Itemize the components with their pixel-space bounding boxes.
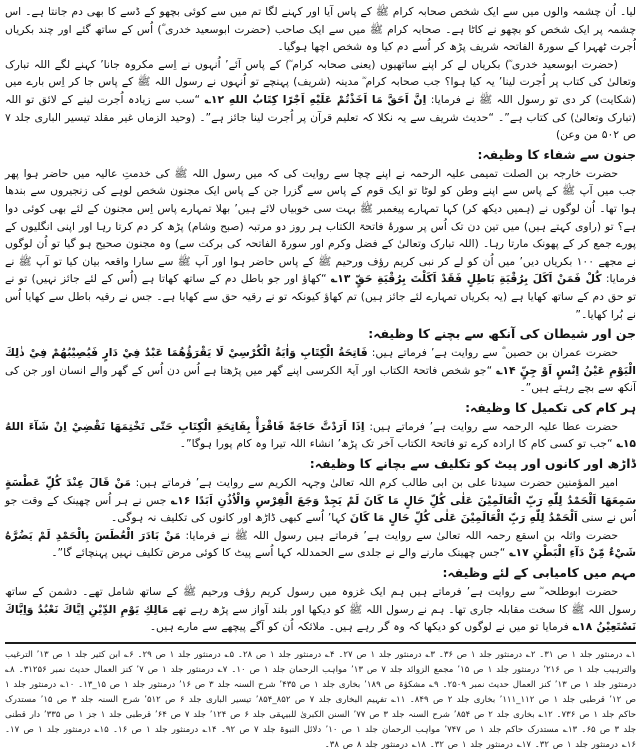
paragraph-hazrat-ata [5,418,636,453]
paragraph-ujrat-hadith [5,56,636,144]
urdu-text: حضرت عطا علیہ الرحمہ سے روایت ہے’ فرماتے ہیں: [364,419,619,433]
urdu-text: فرمایا تو میں نے لوگوں کو دیکھا کہ وہ گر رہے ہیں۔ ملائکہ اُن کو آگے پیچھے سے مارے ہیں۔ [149,620,573,634]
section-heading-completion-of-tasks: ہر کام کی تکمیل کا وظیفہ: [465,399,636,415]
arabic-quote: فَاتِحَةُ الْكِتَابِ وَاٰيَةُ الْكُرْسِيْ لَا يَقْرَؤُهُمَا عَبْدٌ فِيْ دَارٍ فَيُصِيْبُهُمْ فِيْ ذٰلِكَ الْيَوْمِ عَيْنُ اِنْسٍ اَوْ جِنٍّ ۱۴؎ [5,346,636,377]
urdu-text: کہا’ اُسے کبھی ڈاڑھ اور کانوں کی تکلیف نہ ہوگی۔ [110,511,350,525]
urdu-text: “جس چھینک مارنے والے نے جلدی سے الحمدللہ کہا اُسے پیٹ کا کوئی مرض تکلیف نہیں پہنچائے گا”۔ [51,546,510,560]
urdu-text: حضرت خارجہ بن الصلت تمیمی علیہ الرحمہ نے اپنے چچا سے روایت کی کہ میں رسول اللہ ﷺ کی خدمتِ عالیہ میں حاضر ہوا پھر جب میں آپ ﷺ کے پاس سے اپنے وطن کو لوٹا تو ایک قوم کے پاس سے گزرا جن کے پاس ایک مجنون شخص لوہے کی زنجیروں سے بندھا ہوا تھا۔ اُن لوگوں نے (ہمیں دیکھ کر) کہا تمہارے پیغمبر ﷺ بہت سی خوبیاں لائے ہیں’ بھلا تمہارے پاس اِس مجنون کے لئے بھی کوئی دوا ہے؟ تو (راوی کہتے ہیں) میں تین دن تک اُس پر سورۂ فاتحۃ الکتاب ہر روز دو مرتبہ (صبح وشام) پڑھ کر دم کرتا رہا اور اپنی انگلیوں کے پورے جمع کر کے پھونک مارتا رہا۔ (اللہ تبارک وتعالیٰ کے فضل وکرم اور سورۃ الفاتحہ کی برکت سے) وہ مجنون صحیح ہو گیا تو اُن لوگوں نے مجھے ۱۰۰ بکریاں دیں’ میں اُن کو لے کر نبی کریم رؤف ورحیم ﷺ کے پاس حاضر ہوا اور آپ ﷺ سے سارا واقعہ بیان کیا تو آپ ﷺ نے فرمایا: [5,166,636,286]
paragraph-scorpion-story [5,3,636,56]
urdu-text: لیا۔ اُن چشمہ والوں میں سے ایک شخص صحابہ کرام ﷺ کے پاس آیا اور کہنے لگا تم میں سے کوئی بچھو کے ڈسے کا بھی دم جانتا ہے۔ اس چشمہ پر ایک شخص کو بچھو نے کاٹا ہے۔ صحابہ کرام ﷺ میں سے ایک صاحب (حضرت ابوسعید خدری ؓ) اُس کے ساتھ گئے اور چند بکریاں اُجرت ٹھہرا کے سورۃ الفاتحہ شریف پڑھ کر اُسے دم کیا وہ شخص اچھا ہوگیا۔ [5,5,636,54]
urdu-text: “جب تو کسی کام کا ارادہ کرے تو فاتحۃ الکتاب آخر تک پڑھ’ انشاء اللہ تیرا وہ کام پورا ہوگا”۔ [179,437,617,451]
paragraph-abu-talha [5,583,636,636]
urdu-text: جس نے ہر اُس چھینک کے وقت جو اُس نے سنی [5,493,636,525]
paragraph-kharija-story [5,165,636,323]
urdu-text: حضرت عمران بن حصین ؓ سے روایت ہے’ فرماتے ہیں: [367,346,618,360]
paragraph-hazrat-ali [5,474,636,527]
section-heading-shifa-from-madness: جنون سے شفاء کا وظیفہ: [477,146,636,162]
section-heading-success-in-mission: مہم میں کامیابی کے لئے وظیفہ: [442,565,636,581]
urdu-text: حضرت واثلہ بن اسقع رحمہ اللہ تعالیٰ سے روایت ہے’ فرماتے ہیں رسول اللہ ﷺ نے فرمایا: [180,528,618,542]
urdu-text: حضرت ابوطلحہ ؓ سے روایت ہے’ فرماتے ہیں ہم ایک غزوہ میں رسول کریم رؤف ورحیم ﷺ کے ساتھ شامل تھے۔ دشمن کے ساتھ رسول اللہ ﷺ کا سخت مقابلہ جاری تھا۔ ہم نے رسول اللہ ﷺ کو دیکھا اور بلند آواز سے پڑھ رہے تھے [5,585,636,616]
urdu-text: “کھاؤ اور جو باطل دم کے ساتھ کھاتا ہے (اُس کے لئے جائز نہیں) تو نے تو حق دم کے ساتھ کھایا ہے (یہ بکریاں تمہارے لئے جائز ہیں) تم کھاؤ کیونکہ تو نے رقیہ حق سے کھایا ہے۔ جس نے رقیہ باطل سے کھایا اُس نے بُرا کھایا۔” [5,272,636,321]
urdu-text: “جو شخص فاتحۃ الکتاب اور آیۃ الکرسی اپنے گھر میں پڑھتا ہے اُس دن اُس کے گھر والے انسان اور جن کی آنکھ سے بچے رہتے ہیں”۔ [5,363,636,395]
arabic-quote: اَلْحَمْدُ لِلّٰهِ رَبِّ الْعَالَمِيْنَ عَلٰى كُلِّ حَالٍ مَا كَانَ [349,511,578,525]
arabic-quote: كُلْ فَمَنْ اَكَلَ بِرُقْيَةِ بَاطِلٍ فَقَدْ اَكَلْتَ بِرُقْيَةِ حَقٍّ ۱۳؎ [330,272,602,286]
paragraph-wathila-bin-asqa [5,527,636,562]
arabic-quote: اِذَا اَرَدْتَّ حَاجَةً فَاقْرَأْ بِفَاتِحَةِ الْكِتَابِ حَتّٰى تَخْتِمَهَا نَقْضِيْ اِنْ شَآءَ اللهُ ۱۵؎ [5,419,636,451]
urdu-text: (حضرت ابوسعید خدری ؓ) بکریاں لے کر اپنے ساتھیوں (یعنی صحابہ کرام ؓ) کے پاس آئے’ اُنہوں نے اِسے مکروہ جانا’ کہنے لگے اللہ تبارک وتعالیٰ کی کتاب پر اُجرت لینا’ یہ کیا ہوا؟ جب صحابہ کرام ؓ مدینہ (شریف) پہنچے تو اُنہوں نے رسول اللہ ﷺ کے پاس جا کر اِس بارے میں (شکایت) کر دی تو رسول اللہ ﷺ نے فرمایا: [5,57,636,106]
section-heading-protection-teeth-ears-stomach: ڈاڑھ اور کانوں اور پیٹ کو تکلیف سے بچانے کا وظیفہ: [309,456,636,472]
arabic-quote: مَنْ بَادَرَ الْعُطَسَ بِالْحَمْدِ لَمْ يَضُرَّهُ شَيْءٌ مِّنْ دَآءِ الْبَطْنِ ۱۷؎ [5,528,636,560]
urdu-text: امیر المؤمنین حضرت سیدنا علی بن ابی طالب کرم اللہ تعالیٰ وجہہ الکریم سے روایت ہے’ فرماتے ہیں: [130,476,618,490]
arabic-quote: اِنَّ اَحَقَّ مَا اَخَذْتُمْ عَلَيْهِ اَجْرًا كِتَابُ اللهِ ۱۲؎ [204,92,427,106]
footnote-divider [5,642,636,644]
urdu-text: “سب سے زیادہ اُجرت لینے کے لائق تو اللہ (تبارک وتعالیٰ) کی کتاب ہے”۔ “حدیث شریف سے یہ نکلا کہ تعلیم قرآن پر اُجرت لینا جائز ہے”۔ (وحید الزماں غیر مقلد تیسیر الباری جلد ۷ ص ۵۰۲ من وعن) [5,92,636,142]
footnotes-block: ۱؎ درمنثور جلد ۱ ص ۳۱۔ ۲؎ درمنثور جلد ۱ ص ۳۶۔ ۳؎ درمنثور جلد ۱ ص ۲۷۔ ۴؎ درمنثور جلد ۱ ص ۲۸۔ ۵؎ درمنثور جلد ۱ ص ۲۹۔ ۶؎ ابن کثیر جلد ۱ ص ۱۳’ الترغیب والترہیب جلد ۱ ص ۲۱۶’ درمنثور جلد ۱ ص ۱۵’ مجمع الزوائد جلد ۷ ص ۱۳’ مواہب الرحمان جلد ۱ ص ۱۰۔ ۷؎ درمنثور جلد ۱ ص ۷’ کنز العمال حدیث نمبر ۳۱۲۵۶۔ ۸؎ درمنثور جلد ۱ ص ۱۳’ کنز العمال حدیث نمبر ۲۵۰۹۔ ۹؎ مشکوٰۃ ص ۱۸۹’ بخاری جلد ۱ ص ۴۳۵’ شرح السنہ جلد ۳ ص ۱۶’ درمنثور جلد ۱ ص ۱۵_۱۳۔ ۱۰؎ درمنثور جلد ۱ ص ۱۲’ قرطبی جلد ۱ ص ۱۱۲_۱۱۱’ بخاری جلد ۲ ص ۸۴۹۔ ۱۱؎ تفہیم البخاری جلد ۷ ص ۸۵۲_۸۵۴’ تیسیر الباری جلد ۶ ص ۵۱۲’ شرح السنہ جلد ۳ ص ۱۵’ مستدرک حاکم جلد ۱ ص ۷۳۶۔ ۱۲؎ بخاری جلد ۲ ص ۸۵۴’ شرح السنہ جلد ۳ ص ۷۷’ السنن الکبریٰ للبیہقی جلد ۶ ص ۱۲۴’ جلد ۷ ص ۶۴’ قرطبی جلد ۱ جز ۱ ص ۳۳۵’ دار قطنی جلد ۳ ص ۶۵۔ ۱۳؎ مستدرک حاکم جلد ۱ ص ۷۴۷’ مواہب الرحمان جلد ۱ ص ۱۰’ دلائل النبوۃ جلد ۷ ص ۹۲۔ ۱۴؎ درمنثور جلد ۱ ص ۱۶۔ ۱۵؎ درمنثور جلد ۱ ص ۱۷۔ ۱۶؎ درمنثور جلد ۱ ص ۳۲۔ ۱۷؎ درمنثور جلد ۱ ص ۳۲۔ ۱۸؎ درمنثور جلد ۸ ص ۳۸۔ [5,649,637,750]
arabic-quote: مَنْ قَالَ عِنْدَ كُلِّ عَطْسَةٍ سَمِعَهَا اَلْحَمْدُ لِلّٰهِ رَبِّ الْعَالَمِيْنَ عَلٰى كُلِّ حَالٍ مَا كَانَ لَمْ يَجِدْ وَجَعَ الْفِرْسِ وَالْاُذُنِ اَبَدًا ۱۶؎ [5,476,636,507]
section-heading-protection-from-evil-eye: جن اور شیطان کی آنکھ سے بچنے کا وظیفہ: [368,326,636,342]
paragraph-imran-bin-husain [5,344,636,397]
arabic-quote: مَالِكِ يَوْمِ الدِّيْنِ اِيَّاكَ نَعْبُدُ وَاِيَّاكَ نَسْتَعِيْنُ ۱۸؎ [5,602,636,634]
